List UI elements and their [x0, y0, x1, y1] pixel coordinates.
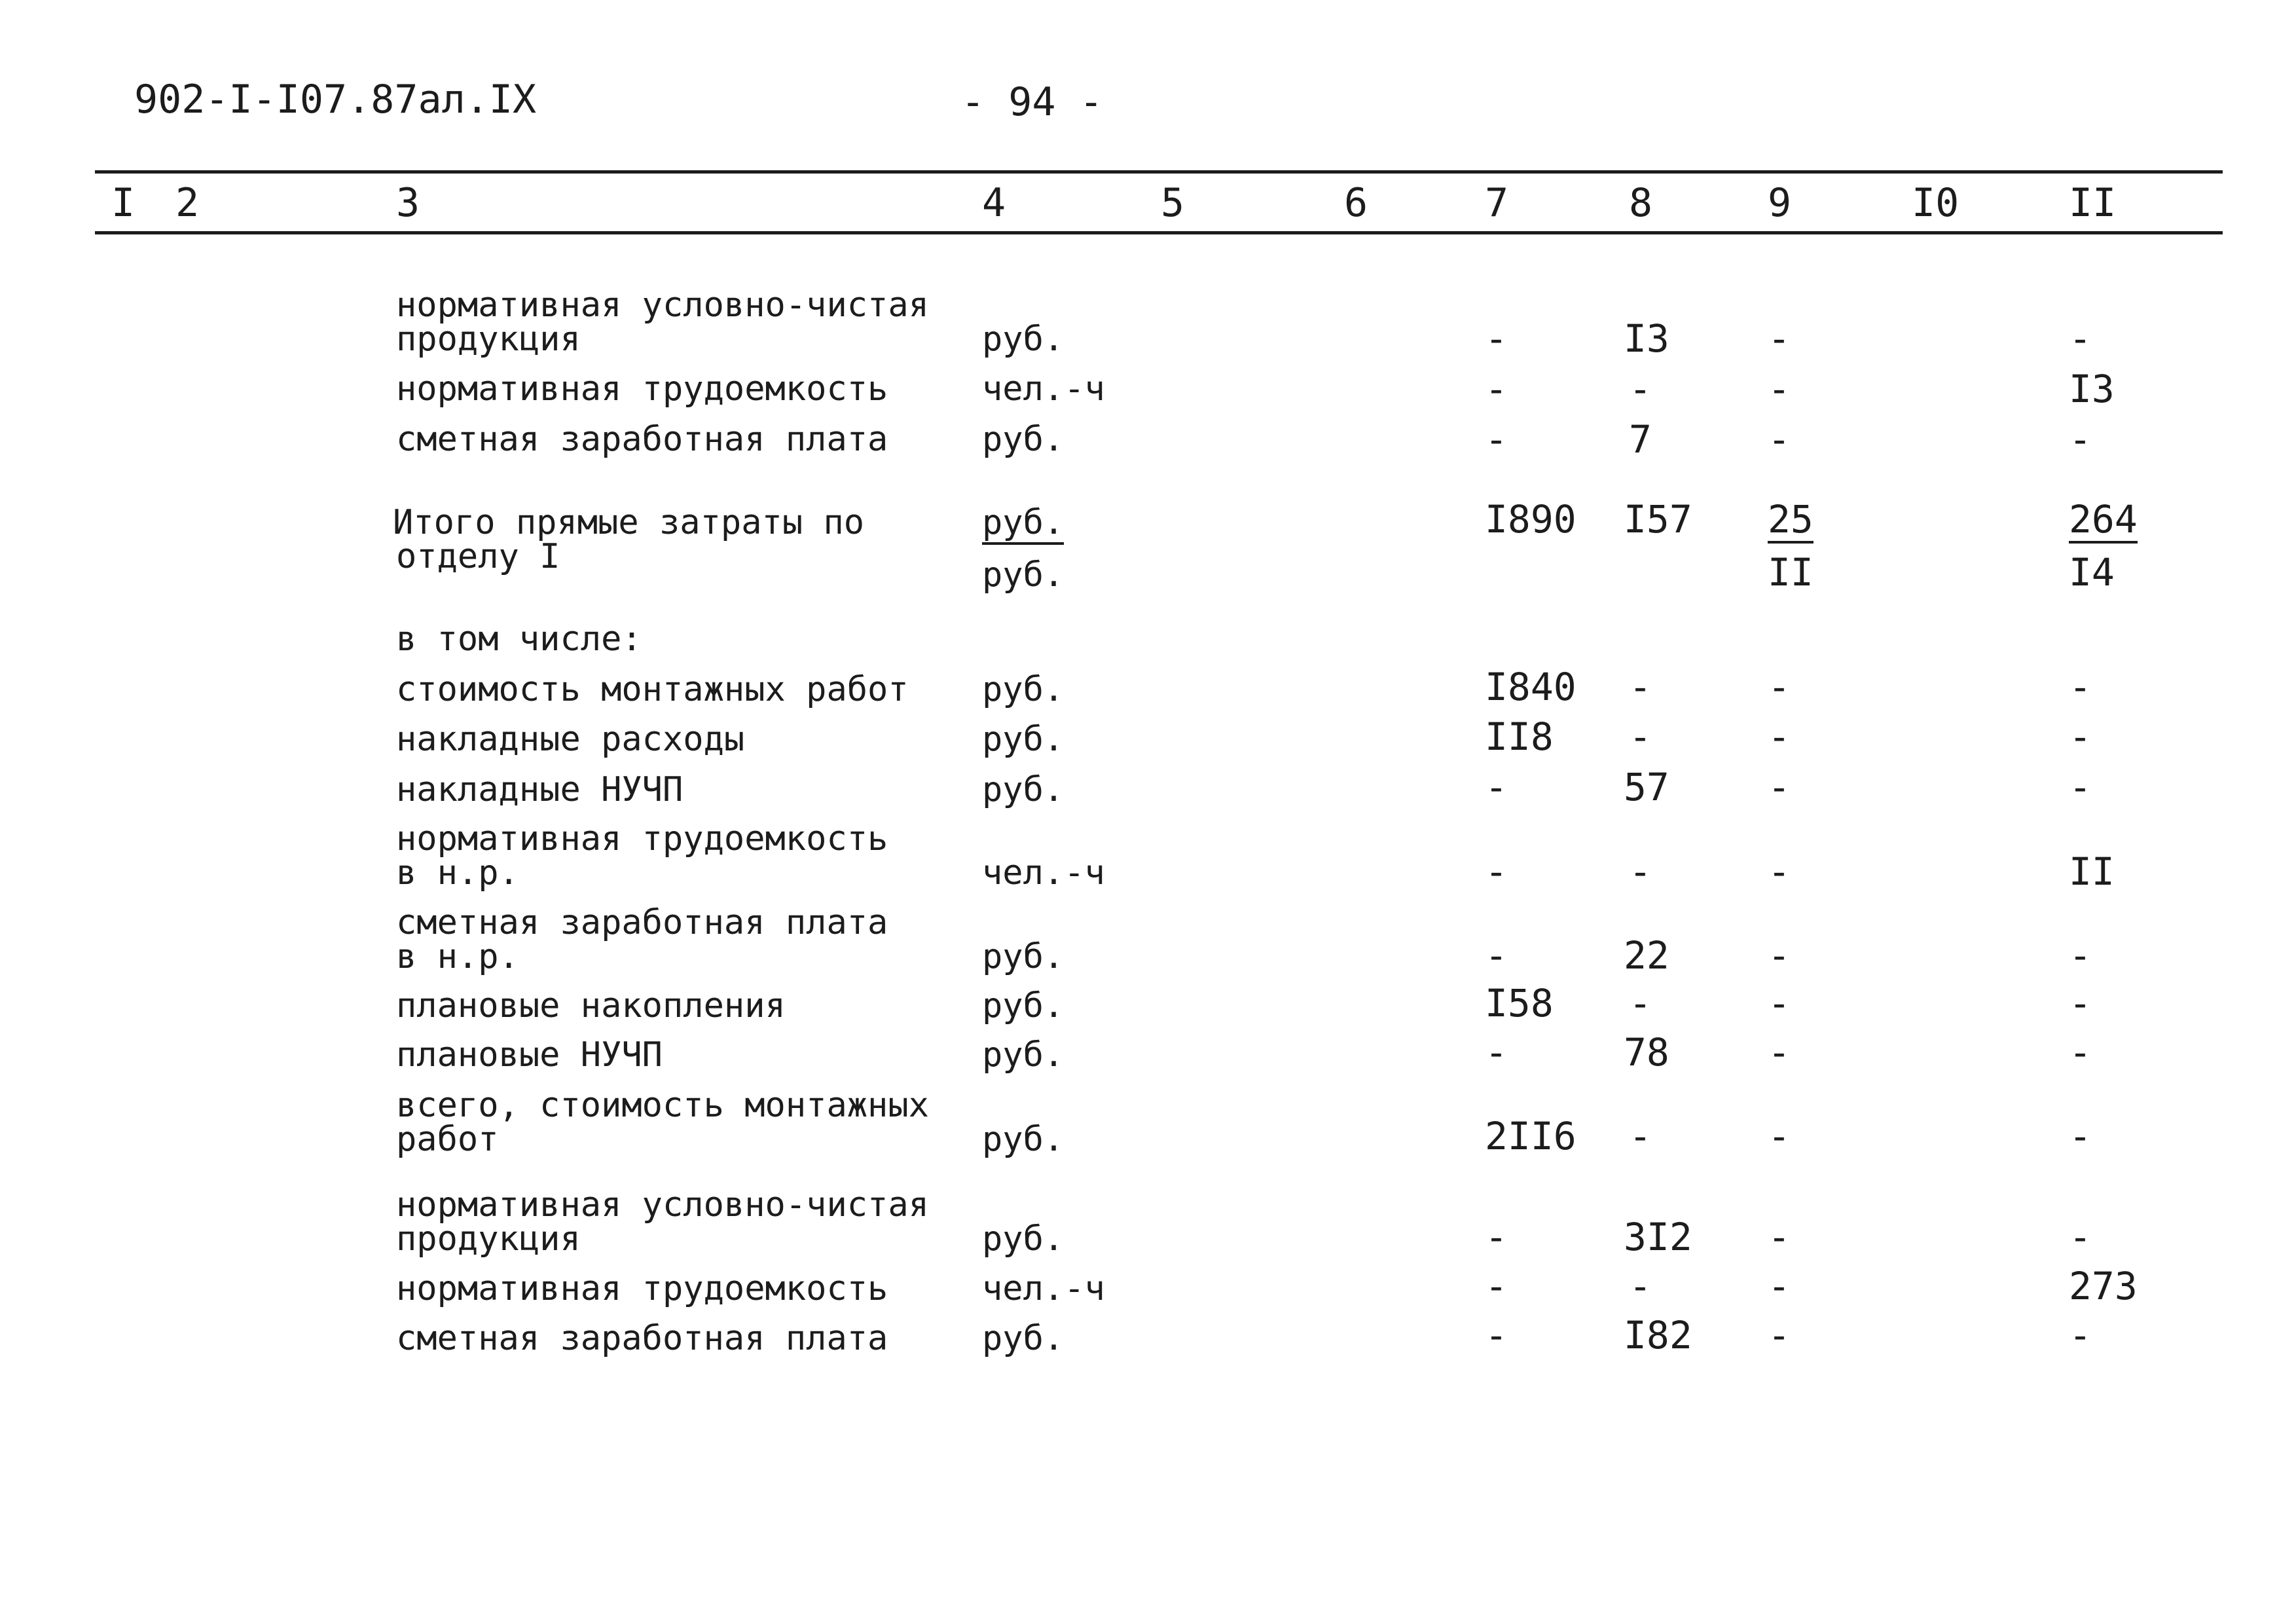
cell-col9: -: [1768, 849, 1791, 894]
cell-col8: -: [1629, 849, 1652, 894]
row-label-cont: в н.р.: [396, 853, 519, 893]
cell-col8: 57: [1624, 765, 1669, 809]
cell-col9: -: [1768, 714, 1791, 759]
column-header-8: 8: [1629, 180, 1653, 226]
cell-col9: -: [1768, 1030, 1791, 1075]
cell-col8: -: [1629, 981, 1652, 1025]
row-label: сметная заработная плата: [396, 1319, 888, 1358]
cell-col9: -: [1768, 316, 1791, 361]
cell-col7: I890: [1485, 497, 1576, 542]
row-label: нормативная трудоемкость: [396, 369, 888, 409]
cell-col7: I840: [1485, 665, 1576, 709]
column-header-9: 9: [1768, 180, 1792, 226]
row-unit: руб.: [982, 1035, 1065, 1075]
table-top-rule: [95, 170, 2223, 174]
row-unit-secondary: руб.: [982, 555, 1065, 595]
cell-col9: -: [1768, 1264, 1791, 1308]
cell-col11: -: [2069, 1030, 2092, 1075]
cell-col11: -: [2069, 417, 2092, 462]
cell-col8: I3: [1624, 316, 1669, 361]
cell-col7: -: [1485, 1215, 1508, 1259]
row-label: нормативная трудоемкость: [396, 819, 888, 858]
cell-col8: -: [1629, 714, 1652, 759]
row-label-cont: работ: [396, 1120, 499, 1159]
row-unit: чел.-ч: [982, 369, 1105, 409]
cell-col7: II8: [1485, 714, 1554, 759]
cell-col8: -: [1629, 1114, 1652, 1158]
cell-col8: 7: [1629, 417, 1652, 462]
column-header-6: 6: [1344, 180, 1368, 226]
cell-col9: -: [1768, 1215, 1791, 1259]
cell-col7: -: [1485, 417, 1508, 462]
row-unit: руб.: [982, 770, 1065, 809]
cell-col11: -: [2069, 714, 2092, 759]
cell-col11: -: [2069, 1215, 2092, 1259]
row-unit: чел.-ч: [982, 1269, 1105, 1308]
row-label-cont: отделу I: [396, 537, 560, 576]
row-label-cont: в н.р.: [396, 937, 519, 976]
row-unit: руб.: [982, 720, 1065, 759]
cell-col8: 22: [1624, 933, 1669, 978]
cell-col9: 25: [1768, 500, 1813, 544]
cell-col9: -: [1768, 367, 1791, 411]
row-unit: руб.: [982, 1120, 1065, 1159]
row-unit: руб.: [982, 320, 1065, 359]
row-label: нормативная трудоемкость: [396, 1269, 888, 1308]
cell-col11: 264: [2069, 500, 2138, 544]
row-label: накладные НУЧП: [396, 770, 683, 809]
cell-col8: I82: [1624, 1313, 1692, 1357]
row-unit: руб.: [982, 670, 1065, 709]
row-label: всего, стоимость монтажных: [396, 1086, 929, 1125]
cell-col9: -: [1768, 933, 1791, 978]
cell-col11: -: [2069, 933, 2092, 978]
cell-col8: 3I2: [1624, 1215, 1692, 1259]
column-header-1: I: [111, 180, 136, 226]
row-label: плановые НУЧП: [396, 1035, 663, 1075]
cell-col11: -: [2069, 1313, 2092, 1357]
cell-col11: -: [2069, 981, 2092, 1025]
cell-col7: I58: [1485, 981, 1554, 1025]
cell-col11: -: [2069, 765, 2092, 809]
row-unit: руб.: [982, 937, 1065, 976]
cell-col7: -: [1485, 1030, 1508, 1075]
row-unit: руб.: [982, 420, 1065, 459]
row-label: сметная заработная плата: [396, 420, 888, 459]
cell-col9: -: [1768, 981, 1791, 1025]
cell-col7: -: [1485, 316, 1508, 361]
row-unit: руб.: [982, 986, 1065, 1025]
cell-col11: II: [2069, 849, 2115, 894]
row-label: стоимость монтажных работ: [396, 670, 909, 709]
cell-col7: -: [1485, 367, 1508, 411]
cell-col7: -: [1485, 1264, 1508, 1308]
cell-col9: -: [1768, 417, 1791, 462]
document-code: 902-I-I07.87ал.IX: [134, 77, 537, 122]
cell-col11: -: [2069, 1114, 2092, 1158]
cell-col11: 273: [2069, 1264, 2138, 1308]
page-number: - 94 -: [961, 79, 1103, 125]
column-header-3: 3: [396, 180, 420, 226]
cell-col7: -: [1485, 765, 1508, 809]
row-label: накладные расходы: [396, 720, 745, 759]
cell-col11: -: [2069, 665, 2092, 709]
column-header-5: 5: [1161, 180, 1185, 226]
cell-col8: I57: [1624, 497, 1692, 542]
cell-col7: 2II6: [1485, 1114, 1576, 1158]
row-label: плановые накопления: [396, 986, 786, 1025]
cell-col11: I3: [2069, 367, 2115, 411]
table-header-bottom-rule: [95, 231, 2223, 234]
column-header-10: I0: [1912, 180, 1959, 226]
row-label: сметная заработная плата: [396, 903, 888, 942]
cell-col11-secondary: I4: [2069, 550, 2115, 595]
cell-col7: -: [1485, 849, 1508, 894]
row-label-cont: продукция: [396, 320, 581, 359]
cell-col7: -: [1485, 1313, 1508, 1357]
cell-col9: -: [1768, 665, 1791, 709]
column-header-7: 7: [1485, 180, 1509, 226]
cell-col8: -: [1629, 665, 1652, 709]
column-header-2: 2: [175, 180, 200, 226]
cell-col9-secondary: II: [1768, 550, 1813, 595]
row-label: нормативная условно-чистая: [396, 286, 929, 325]
cell-col7: -: [1485, 933, 1508, 978]
cell-col8: -: [1629, 1264, 1652, 1308]
cell-col11: -: [2069, 316, 2092, 361]
cell-col9: -: [1768, 1313, 1791, 1357]
row-unit: руб.: [982, 506, 1064, 545]
section-label: в том числе:: [396, 619, 642, 659]
row-unit: руб.: [982, 1219, 1065, 1259]
cell-col8: -: [1629, 367, 1652, 411]
row-label-cont: продукция: [396, 1219, 581, 1259]
column-header-11: II: [2069, 180, 2117, 226]
row-unit: руб.: [982, 1319, 1065, 1358]
cell-col9: -: [1768, 1114, 1791, 1158]
cell-col8: 78: [1624, 1030, 1669, 1075]
row-label: Итого прямые затраты по: [393, 503, 865, 542]
row-unit: чел.-ч: [982, 853, 1105, 893]
cell-col9: -: [1768, 765, 1791, 809]
column-header-4: 4: [982, 180, 1006, 226]
row-label: нормативная условно-чистая: [396, 1185, 929, 1225]
